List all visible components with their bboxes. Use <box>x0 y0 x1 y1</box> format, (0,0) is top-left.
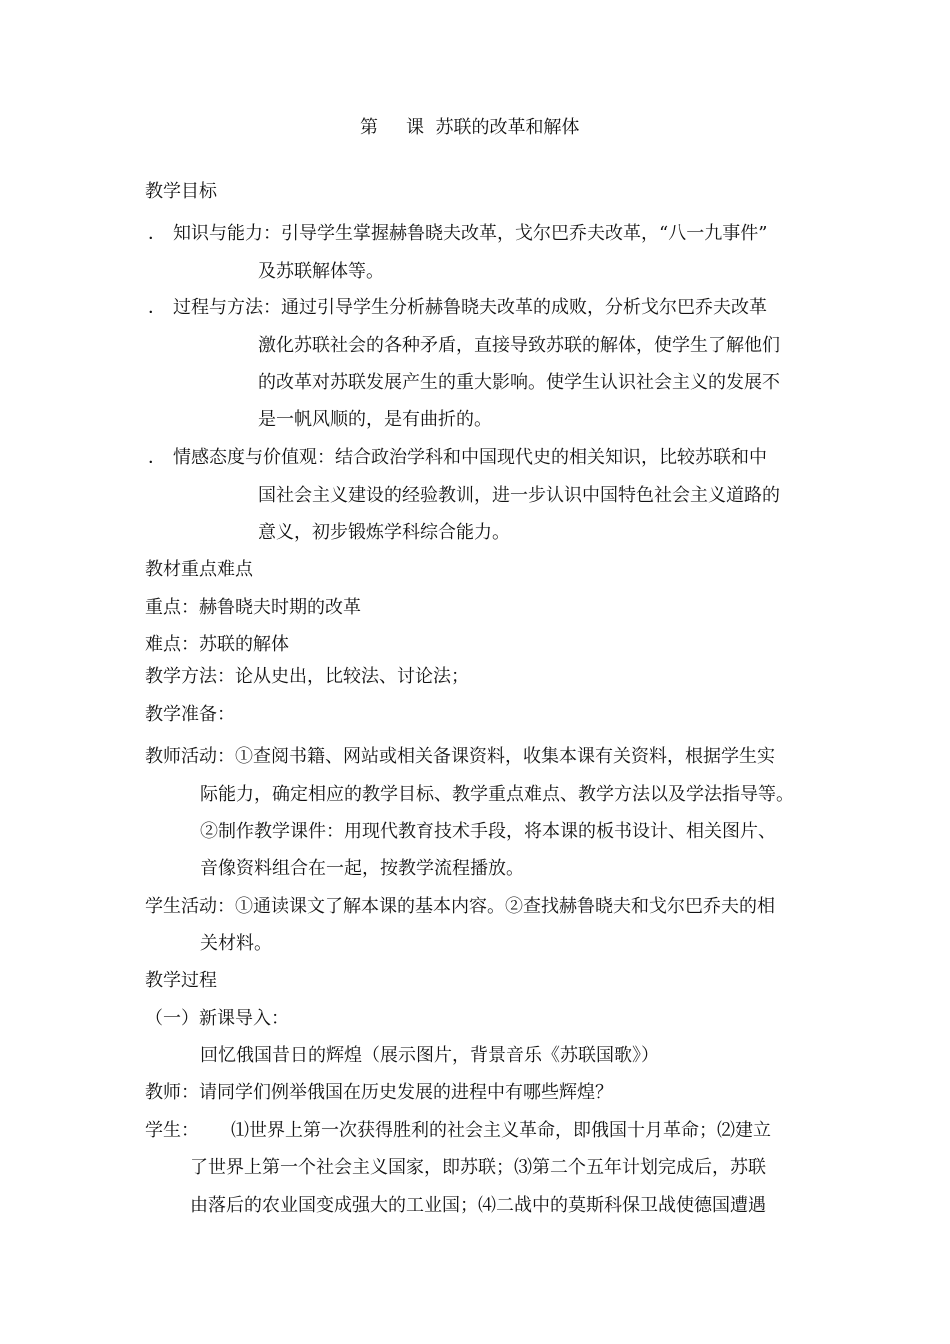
recall-text: 回忆俄国昔日的辉煌（展示图片，背景音乐《苏联国歌》） <box>200 1045 659 1066</box>
teacher-activity-line-4: 音像资料组合在一起，按教学流程播放。 <box>200 858 524 879</box>
student-answer-line-2: 了世界上第一个社会主义国家，即苏联；⑶第二个五年计划完成后，苏联 <box>190 1157 766 1178</box>
goal-1-marker: ． <box>148 223 166 244</box>
goal-3-line-3: 意义，初步锻炼学科综合能力。 <box>258 522 510 543</box>
teacher-question: 教师：请同学们例举俄国在历史发展的进程中有哪些辉煌？ <box>145 1082 613 1103</box>
goal-2-marker: ． <box>148 297 166 318</box>
teacher-activity-line-3: ②制作教学课件：用现代教育技术手段，将本课的板书设计、相关图片、 <box>200 821 776 842</box>
goal-2-line-3: 的改革对苏联发展产生的重大影响。使学生认识社会主义的发展不 <box>258 372 780 393</box>
section-new-lesson: （一）新课导入： <box>145 1008 289 1029</box>
prep-heading: 教学准备： <box>145 704 235 725</box>
student-answer-line-3: 由落后的农业国变成强大的工业国；⑷二战中的莫斯科保卫战使德国遭遇 <box>190 1195 766 1216</box>
teacher-activity-line-2: 际能力，确定相应的教学目标、教学重点难点、教学方法以及学法指导等。 <box>200 784 794 805</box>
title-name: 苏联的改革和解体 <box>435 117 580 138</box>
keypoint-focus: 重点：赫鲁晓夫时期的改革 <box>145 597 361 618</box>
teaching-method: 教学方法：论从史出，比较法、讨论法； <box>145 666 469 687</box>
goals-heading: 教学目标 <box>145 181 217 202</box>
goal-3-line-2: 国社会主义建设的经验教训，进一步认识中国特色社会主义道路的 <box>258 485 780 506</box>
goal-3-line-1: 情感态度与价值观：结合政治学科和中国现代史的相关知识，比较苏联和中 <box>173 447 767 468</box>
title-prefix: 第 <box>360 117 378 138</box>
student-label: 学生： <box>145 1120 199 1141</box>
teacher-activity-line-1: 教师活动：①查阅书籍、网站或相关备课资料，收集本课有关资料，根据学生实 <box>145 746 775 767</box>
process-heading: 教学过程 <box>145 970 217 991</box>
keypoints-heading: 教材重点难点 <box>145 559 253 580</box>
goal-2-line-2: 激化苏联社会的各种矛盾，直接导致苏联的解体，使学生了解他们 <box>258 335 780 356</box>
student-activity-line-2: 关材料。 <box>200 933 272 954</box>
goal-2-line-4: 是一帆风顺的，是有曲折的。 <box>258 409 492 430</box>
goal-3-marker: ． <box>148 447 166 468</box>
goal-1-line-1: 知识与能力：引导学生掌握赫鲁晓夫改革，戈尔巴乔夫改革，“八一九事件” <box>173 223 768 244</box>
page-title <box>360 116 579 140</box>
title-suffix: 课 <box>406 117 424 138</box>
goal-2-line-1: 过程与方法：通过引导学生分析赫鲁晓夫改革的成败，分析戈尔巴乔夫改革 <box>173 297 767 318</box>
keypoint-difficulty: 难点：苏联的解体 <box>145 634 289 655</box>
goal-1-line-2: 及苏联解体等。 <box>258 261 384 282</box>
student-answer-line-1: ⑴世界上第一次获得胜利的社会主义革命，即俄国十月革命；⑵建立 <box>231 1120 771 1141</box>
student-activity-line-1: 学生活动：①通读课文了解本课的基本内容。②查找赫鲁晓夫和戈尔巴乔夫的相 <box>145 896 775 917</box>
